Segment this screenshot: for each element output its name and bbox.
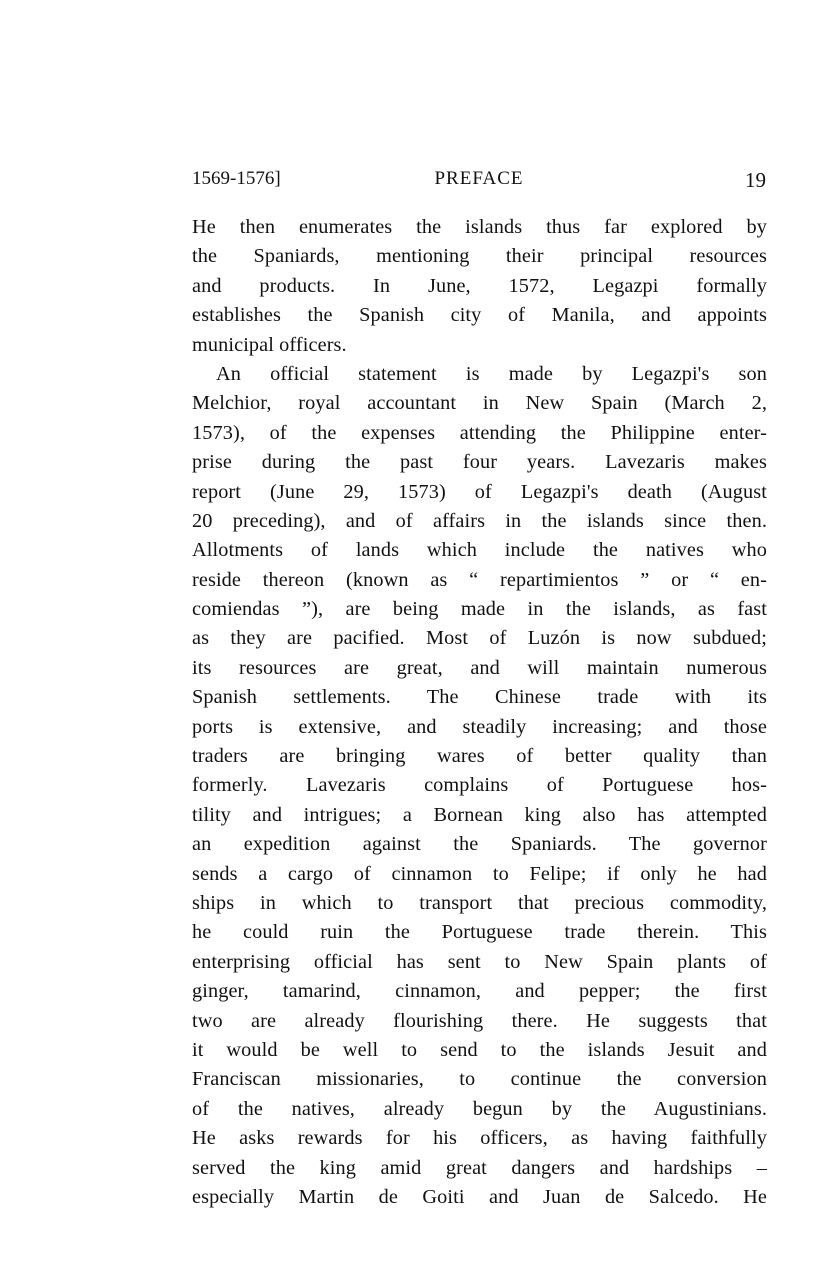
text-line: He then enumerates the islands thus far explored by bbox=[192, 216, 767, 238]
text-line: an expedition against the Spaniards. The governor bbox=[192, 833, 767, 856]
text-line: municipal officers. bbox=[192, 333, 347, 356]
text-line: reside thereon (known as “ repartimientos ” or “ en- bbox=[192, 568, 767, 591]
text-line: Allotments of lands which include the natives who bbox=[192, 539, 767, 562]
paragraph-2 bbox=[192, 360, 767, 1212]
text-line: its resources are great, and will maintain numerous bbox=[192, 656, 767, 679]
text-line: and products. In June, 1572, Legazpi formally bbox=[192, 274, 767, 297]
text-line: Franciscan missionaries, to continue the conversion bbox=[192, 1068, 767, 1091]
text-line: of the natives, already begun by the Augustinians. bbox=[192, 1097, 767, 1120]
text-line: formerly. Lavezaris complains of Portuguese hos- bbox=[192, 774, 767, 797]
paragraph-1 bbox=[192, 213, 767, 360]
text-line: prise during the past four years. Lavezaris makes bbox=[192, 451, 767, 474]
text-line: as they are pacified. Most of Luzón is now subdued; bbox=[192, 627, 767, 650]
text-line: ginger, tamarind, cinnamon, and pepper; the first bbox=[192, 980, 767, 1003]
text-line: 1573), of the expenses attending the Philippine enter- bbox=[192, 421, 767, 444]
text-line: two are already flourishing there. He suggests that bbox=[192, 1009, 767, 1032]
text-line: Spanish settlements. The Chinese trade with its bbox=[192, 686, 767, 709]
text-line: served the king amid great dangers and hardships – bbox=[192, 1156, 767, 1179]
text-line: traders are bringing wares of better quality than bbox=[192, 745, 767, 768]
page-number: 19 bbox=[745, 168, 766, 192]
running-head-date-range: 1569-1576] bbox=[192, 168, 281, 189]
running-header bbox=[192, 168, 766, 194]
text-line: he could ruin the Portuguese trade therein. This bbox=[192, 921, 767, 944]
text-line: enterprising official has sent to New Spain plants of bbox=[192, 950, 767, 973]
text-line: ships in which to transport that precious commodity, bbox=[192, 891, 767, 914]
text-line: An official statement is made by Legazpi's son bbox=[216, 362, 767, 385]
text-line: establishes the Spanish city of Manila, and appoints bbox=[192, 304, 767, 327]
text-line: the Spaniards, mentioning their principal resources bbox=[192, 245, 767, 268]
text-line: Melchior, royal accountant in New Spain (March 2, bbox=[192, 392, 767, 415]
text-line: He asks rewards for his officers, as having faithfully bbox=[192, 1127, 767, 1150]
text-line: ports is extensive, and steadily increasing; and those bbox=[192, 715, 767, 738]
text-line: it would be well to send to the islands Jesuit and bbox=[192, 1038, 767, 1061]
running-title: PREFACE bbox=[434, 168, 524, 189]
text-line: 20 preceding), and of affairs in the islands since then. bbox=[192, 509, 767, 532]
body-text bbox=[192, 213, 767, 1212]
text-line: comiendas ”), are being made in the islands, as fast bbox=[192, 598, 767, 621]
text-line: sends a cargo of cinnamon to Felipe; if only he had bbox=[192, 862, 767, 885]
text-line: report (June 29, 1573) of Legazpi's death (August bbox=[192, 480, 767, 503]
text-line: tility and intrigues; a Bornean king also has attempted bbox=[192, 803, 767, 826]
text-line: especially Martin de Goiti and Juan de Salcedo. He bbox=[192, 1185, 767, 1208]
